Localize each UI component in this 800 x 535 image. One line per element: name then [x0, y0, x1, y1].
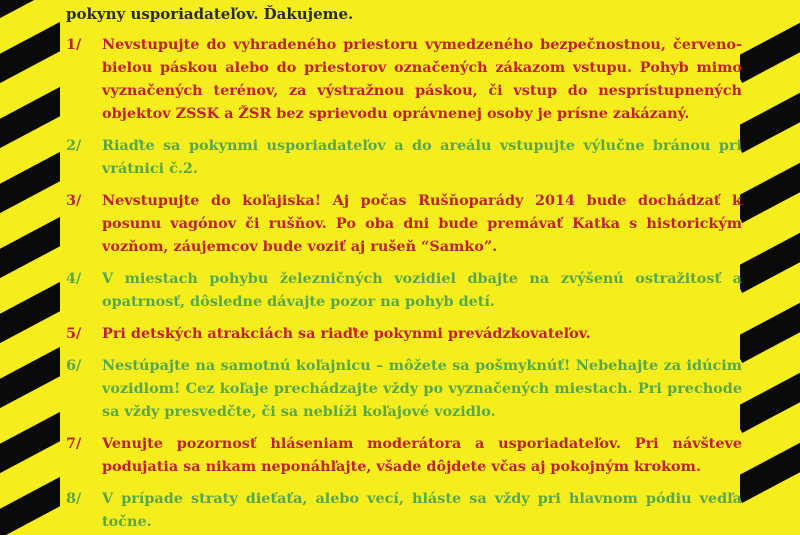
rule-number: 2/ [66, 137, 82, 154]
intro-text: pokyny usporiadateľov. Ďakujeme. [66, 5, 354, 23]
rule-item [66, 432, 742, 478]
rule-text: Nevstupujte do koľajiska! Aj počas Rušňoparády 2014 bude dochádzať k posunu vagónov či rušňov. Po oba dni bude premávať Katka s historickým vozňom, záujemcov bude voziť aj rušeň “Samko”. [102, 192, 742, 255]
rule-text: Nevstupujte do vyhradeného priestoru vymedzeného bezpečnostnou, červeno-bielou páskou alebo do priestorov označených zákazom vstupu. Pohyb mimo vyznačených terénov, za výstražnou páskou, či vstup do nesprístupnených objektov ZSSK a ŽSR bez sprievodu oprávnenej osoby je prísne zakázaný. [102, 36, 742, 122]
rule-item [66, 322, 742, 345]
rule-text: Riaďte sa pokynmi usporiadateľov a do areálu vstupujte výlučne bránou pri vrátnici č.2. [102, 137, 742, 177]
rule-text: Pri detských atrakciách sa riaďte pokynmi prevádzkovateľov. [102, 325, 591, 342]
hazard-stripes-right [740, 0, 800, 535]
rule-text: Venujte pozornosť hláseniam moderátora a usporiadateľov. Pri návšteve podujatia sa nikam neponáhľajte, všade dôjdete včas aj pokojným krokom. [102, 435, 742, 475]
rule-item [66, 189, 742, 258]
rule-text: V prípade straty dieťaťa, alebo vecí, hláste sa vždy pri hlavnom pódiu vedľa točne. [102, 490, 742, 530]
rule-number: 6/ [66, 357, 82, 374]
rule-item [66, 354, 742, 423]
rule-item [66, 487, 742, 533]
rule-number: 4/ [66, 270, 82, 287]
rule-number: 1/ [66, 36, 82, 53]
hazard-stripes-left [0, 0, 60, 535]
rule-item [66, 134, 742, 180]
rule-number: 7/ [66, 435, 82, 452]
rules-content [66, 0, 742, 533]
rule-text: V miestach pohybu železničných vozidiel dbajte na zvýšenú ostražitosť a opatrnosť, dôsledne dávajte pozor na pohyb detí. [102, 270, 742, 310]
rule-number: 3/ [66, 192, 82, 209]
rule-number: 5/ [66, 325, 82, 342]
rule-item [66, 267, 742, 313]
rule-text: Nestúpajte na samotnú koľajnicu – môžete sa pošmyknúť! Nebehajte za idúcim vozidlom! Cez koľaje prechádzajte vždy po vyznačených miestach. Pri prechode sa vždy presvedčte, či sa neblíži koľajové vozidlo. [102, 357, 742, 420]
rule-number: 8/ [66, 490, 82, 507]
rule-item [66, 33, 742, 125]
